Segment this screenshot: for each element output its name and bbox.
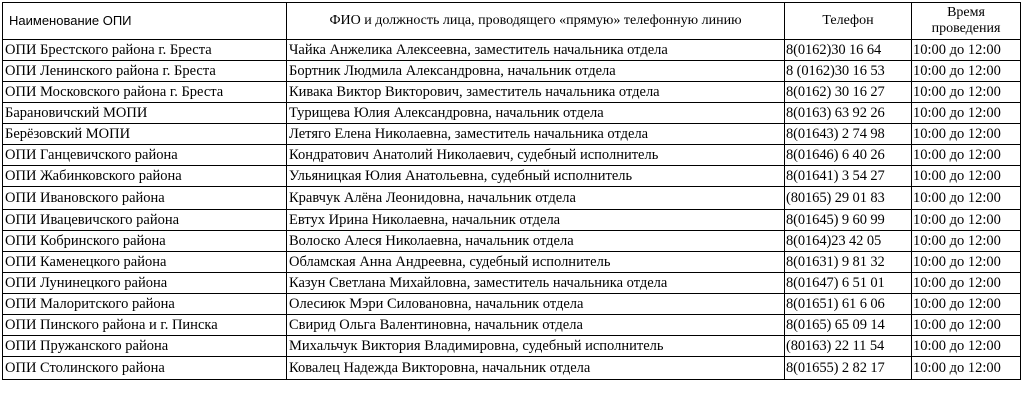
time-cell: 10:00 до 12:00 [912, 145, 1021, 166]
phone-cell: 8(0162) 30 16 27 [785, 82, 912, 103]
phone-cell: 8(01646) 6 40 26 [785, 145, 912, 166]
table-row [3, 315, 1021, 336]
phone-cell: 8(01645) 9 60 99 [785, 210, 912, 231]
office-name-cell: ОПИ Ганцевичского района [3, 145, 287, 166]
time-cell: 10:00 до 12:00 [912, 40, 1021, 61]
table-row [3, 166, 1021, 187]
phone-cell: 8(01655) 2 82 17 [785, 357, 912, 380]
phone-cell: 8(01651) 61 6 06 [785, 294, 912, 315]
header-person: ФИО и должность лица, проводящего «прямую» телефонную линию [287, 3, 785, 40]
header-row [3, 3, 1021, 40]
table-row [3, 187, 1021, 210]
person-cell: Казун Светлана Михайловна, заместитель начальника отдела [287, 273, 785, 294]
person-cell: Олесиюк Мэри Силовановна, начальник отдела [287, 294, 785, 315]
office-name-cell: ОПИ Московского района г. Бреста [3, 82, 287, 103]
table-row [3, 336, 1021, 357]
time-cell: 10:00 до 12:00 [912, 82, 1021, 103]
table-row [3, 61, 1021, 82]
time-cell: 10:00 до 12:00 [912, 336, 1021, 357]
hotline-schedule-table [2, 2, 1021, 380]
table-row [3, 252, 1021, 273]
person-cell: Евтух Ирина Николаевна, начальник отдела [287, 210, 785, 231]
header-time: Время проведения [912, 3, 1021, 40]
table-row [3, 231, 1021, 252]
table-row [3, 82, 1021, 103]
office-name-cell: Барановичский МОПИ [3, 103, 287, 124]
time-cell: 10:00 до 12:00 [912, 124, 1021, 145]
office-name-cell: ОПИ Пинского района и г. Пинска [3, 315, 287, 336]
person-cell: Михальчук Виктория Владимировна, судебный исполнитель [287, 336, 785, 357]
phone-cell: 8(01647) 6 51 01 [785, 273, 912, 294]
office-name-cell: ОПИ Ленинского района г. Бреста [3, 61, 287, 82]
office-name-cell: ОПИ Кобринского района [3, 231, 287, 252]
person-cell: Свирид Ольга Валентиновна, начальник отдела [287, 315, 785, 336]
office-name-cell: ОПИ Лунинецкого района [3, 273, 287, 294]
office-name-cell: ОПИ Каменецкого района [3, 252, 287, 273]
person-cell: Кравчук Алёна Леонидовна, начальник отдела [287, 187, 785, 210]
table-row [3, 357, 1021, 380]
office-name-cell: ОПИ Жабинковского района [3, 166, 287, 187]
office-name-cell: ОПИ Ивановского района [3, 187, 287, 210]
header-phone: Телефон [785, 3, 912, 40]
header-office-name: Наименование ОПИ [3, 3, 287, 40]
hotline-schedule-sheet [2, 2, 1020, 380]
time-cell: 10:00 до 12:00 [912, 61, 1021, 82]
time-cell: 10:00 до 12:00 [912, 273, 1021, 294]
phone-cell: 8(0165) 65 09 14 [785, 315, 912, 336]
person-cell: Ковалец Надежда Викторовна, начальник отдела [287, 357, 785, 380]
office-name-cell: ОПИ Брестского района г. Бреста [3, 40, 287, 61]
phone-cell: 8(01643) 2 74 98 [785, 124, 912, 145]
table-row [3, 103, 1021, 124]
person-cell: Летяго Елена Николаевна, заместитель начальника отдела [287, 124, 785, 145]
table-row [3, 124, 1021, 145]
table-row [3, 145, 1021, 166]
phone-cell: 8 (0162)30 16 53 [785, 61, 912, 82]
person-cell: Чайка Анжелика Алексеевна, заместитель начальника отдела [287, 40, 785, 61]
office-name-cell: ОПИ Малоритского района [3, 294, 287, 315]
time-cell: 10:00 до 12:00 [912, 357, 1021, 380]
time-cell: 10:00 до 12:00 [912, 210, 1021, 231]
phone-cell: 8(01631) 9 81 32 [785, 252, 912, 273]
time-cell: 10:00 до 12:00 [912, 187, 1021, 210]
phone-cell: 8(0162)30 16 64 [785, 40, 912, 61]
table-row [3, 210, 1021, 231]
table-body [3, 40, 1021, 380]
office-name-cell: ОПИ Столинского района [3, 357, 287, 380]
person-cell: Кондратович Анатолий Николаевич, судебный исполнитель [287, 145, 785, 166]
time-cell: 10:00 до 12:00 [912, 294, 1021, 315]
table-row [3, 40, 1021, 61]
time-cell: 10:00 до 12:00 [912, 315, 1021, 336]
time-cell: 10:00 до 12:00 [912, 252, 1021, 273]
time-cell: 10:00 до 12:00 [912, 166, 1021, 187]
office-name-cell: ОПИ Ивацевичского района [3, 210, 287, 231]
table-row [3, 273, 1021, 294]
person-cell: Бортник Людмила Александровна, начальник отдела [287, 61, 785, 82]
phone-cell: (80163) 22 11 54 [785, 336, 912, 357]
phone-cell: (80165) 29 01 83 [785, 187, 912, 210]
person-cell: Турищева Юлия Александровна, начальник отдела [287, 103, 785, 124]
office-name-cell: ОПИ Пружанского района [3, 336, 287, 357]
time-cell: 10:00 до 12:00 [912, 231, 1021, 252]
person-cell: Волоско Алеся Николаевна, начальник отдела [287, 231, 785, 252]
phone-cell: 8(0164)23 42 05 [785, 231, 912, 252]
phone-cell: 8(01641) 3 54 27 [785, 166, 912, 187]
time-cell: 10:00 до 12:00 [912, 103, 1021, 124]
table-row [3, 294, 1021, 315]
phone-cell: 8(0163) 63 92 26 [785, 103, 912, 124]
person-cell: Обламская Анна Андреевна, судебный исполнитель [287, 252, 785, 273]
office-name-cell: Берёзовский МОПИ [3, 124, 287, 145]
person-cell: Ульяницкая Юлия Анатольевна, судебный исполнитель [287, 166, 785, 187]
person-cell: Кивака Виктор Викторович, заместитель начальника отдела [287, 82, 785, 103]
